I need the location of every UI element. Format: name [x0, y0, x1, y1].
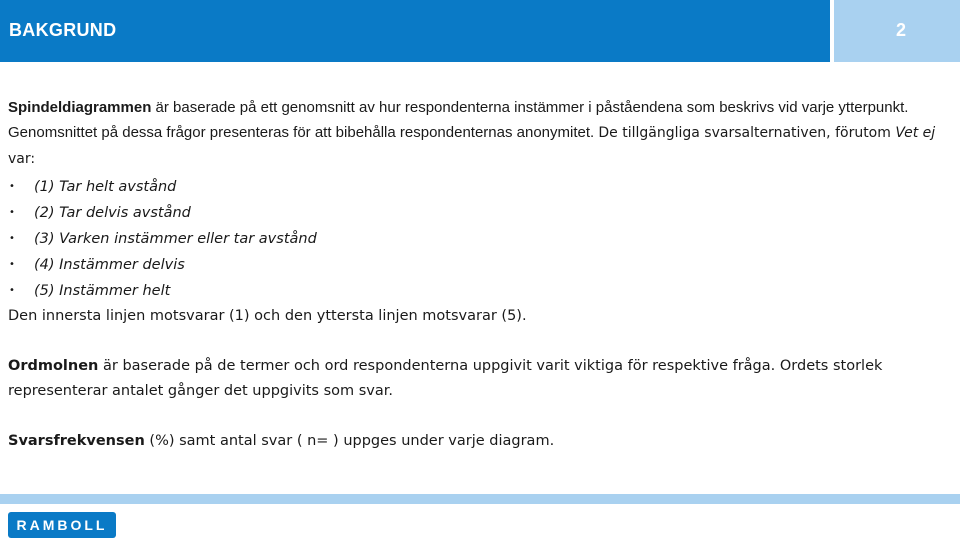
intro-paragraph: [8, 95, 953, 172]
list-item: [8, 278, 953, 304]
option-label: (2) Tar delvis avstånd: [34, 205, 191, 221]
option-label: (1) Tar helt avstånd: [34, 179, 177, 195]
intro-tail-pre: De tillgängliga svarsalternativen, förutom: [598, 125, 896, 141]
wordcloud-text: är baserade på de termer och ord respondenterna uppgivit varit viktiga för respektive fråga. Ordets storlek representerar antalet gånger det uppgivits som svar.: [8, 358, 883, 399]
ramboll-logo: RAMBOLL: [8, 512, 116, 538]
page-number: 2: [895, 20, 906, 40]
bullet-icon: •: [9, 259, 15, 270]
list-item: [8, 226, 953, 252]
response-rate-lead: Svarsfrekvensen: [8, 433, 145, 449]
option-label: (5) Instämmer helt: [34, 283, 171, 299]
answer-options-list: [8, 174, 953, 304]
bullet-icon: •: [9, 233, 15, 244]
option-label: (4) Instämmer delvis: [34, 257, 185, 273]
wordcloud-lead: Ordmolnen: [8, 358, 99, 374]
bullet-icon: •: [9, 207, 15, 218]
response-rate-text: (%) samt antal svar ( n= ) uppges under varje diagram.: [144, 433, 555, 449]
list-item: [8, 252, 953, 278]
line-explanation: Den innersta linjen motsvarar (1) och den yttersta linjen motsvarar (5).: [8, 308, 527, 324]
intro-tail-post: var:: [8, 151, 36, 167]
header-bar: [0, 0, 830, 62]
list-item: [8, 200, 953, 226]
bullet-icon: •: [9, 285, 15, 296]
intro-text: är baserade på ett genomsnitt av hur respondenterna instämmer i påståendena som beskrivs vid varje ytterpunkt. Genomsnittet på dessa frågor presenteras för att bibehålla respondenternas anonymitet.: [8, 99, 909, 141]
list-item: [8, 174, 953, 200]
response-rate-paragraph: [8, 429, 953, 454]
slide-content: [8, 95, 953, 454]
option-label: (3) Varken instämmer eller tar avstånd: [34, 231, 317, 247]
page-title: BAKGRUND: [9, 20, 117, 40]
intro-tail-em: Vet ej: [895, 125, 936, 141]
wordcloud-paragraph: [8, 354, 953, 404]
intro-lead: Spindeldiagrammen: [8, 99, 152, 116]
bullet-icon: •: [9, 181, 15, 192]
footer-bar: [0, 494, 960, 504]
page-number-box: [834, 0, 960, 62]
